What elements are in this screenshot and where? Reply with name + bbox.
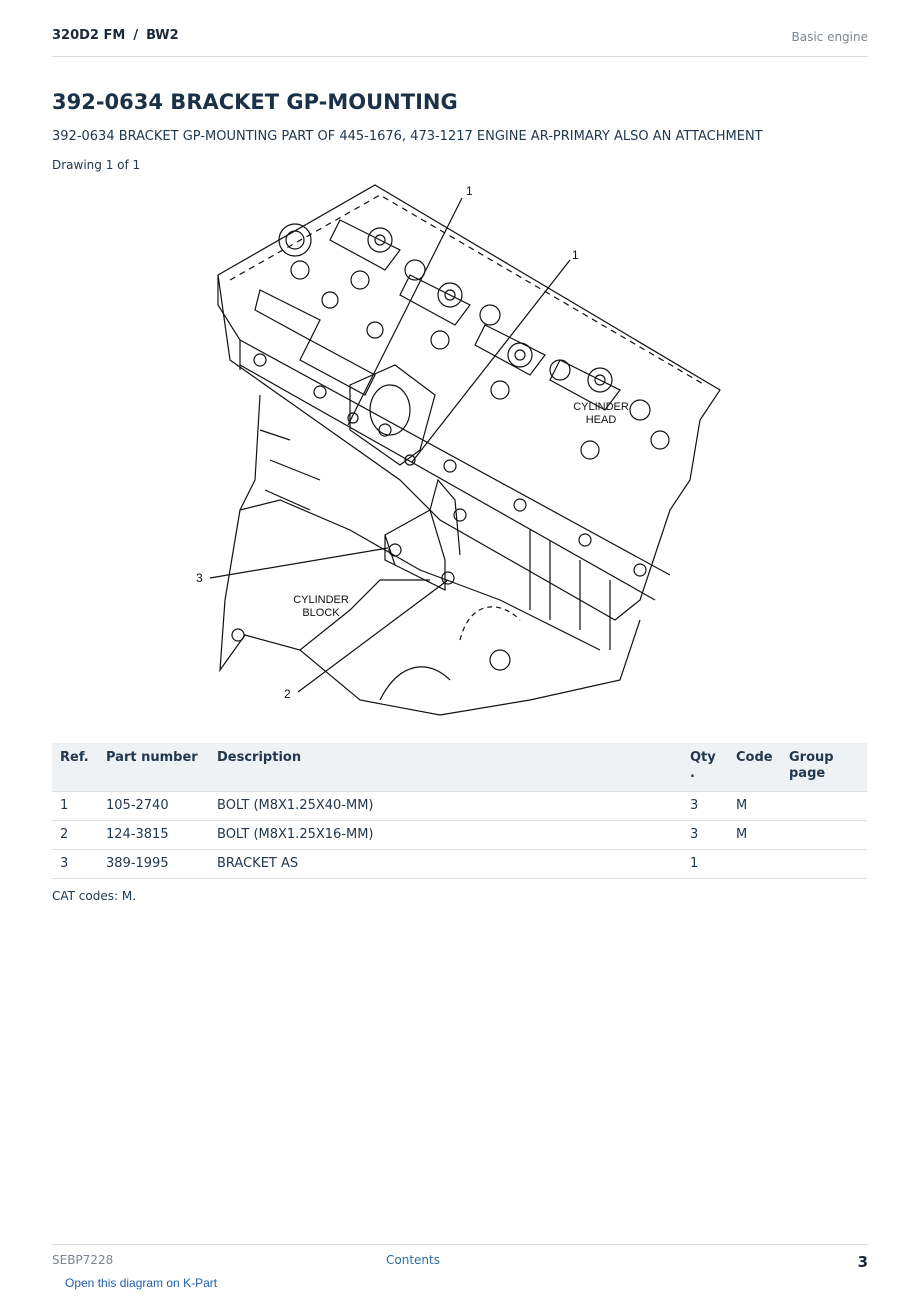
table-header-row <box>52 743 867 792</box>
column-header-group-page-line2: page <box>789 766 826 781</box>
callout-3[interactable]: 3 <box>196 571 203 585</box>
table-row <box>52 821 867 850</box>
breadcrumb-model[interactable]: 320D2 FM <box>52 28 126 43</box>
cell-ref: 3 <box>52 850 98 879</box>
cat-codes-note: CAT codes: M. <box>52 889 137 903</box>
page-number: 3 <box>857 1253 868 1271</box>
engine-drawing <box>218 185 720 715</box>
cell-ref: 1 <box>52 792 98 821</box>
cylinder-head-label-line2: HEAD <box>585 414 617 426</box>
cell-qty: 3 <box>682 792 728 821</box>
page-header <box>52 28 868 57</box>
cell-group-page <box>781 850 867 879</box>
callout-1b[interactable]: 1 <box>572 248 579 262</box>
page-footer <box>52 1244 868 1275</box>
document-id: SEBP7228 <box>52 1253 114 1267</box>
cell-code: M <box>728 792 781 821</box>
table-row <box>52 792 867 821</box>
column-header-description: Description <box>209 743 682 792</box>
cell-ref: 2 <box>52 821 98 850</box>
cell-qty: 3 <box>682 821 728 850</box>
open-kpart-link[interactable]: Open this diagram on K-Part <box>65 1276 218 1290</box>
cell-code <box>728 850 781 879</box>
column-header-qty <box>682 743 728 792</box>
cylinder-block-label-line1: CYLINDER <box>293 594 349 606</box>
page-subtitle: 392-0634 BRACKET GP-MOUNTING PART OF 445-1676, 473-1217 ENGINE AR-PRIMARY ALSO AN ATTACHMENT <box>52 129 763 144</box>
column-header-part-number: Part number <box>98 743 209 792</box>
column-header-qty-line2: . <box>690 766 695 781</box>
cylinder-block-label-line2: BLOCK <box>302 607 340 619</box>
cell-description: BOLT (M8X1.25X40-MM) <box>209 792 682 821</box>
column-header-qty-line1: Qty <box>690 750 716 765</box>
callout-1a[interactable]: 1 <box>466 184 473 198</box>
parts-table <box>52 743 867 879</box>
cell-part-number[interactable]: 389-1995 <box>98 850 209 879</box>
cell-part-number[interactable]: 105-2740 <box>98 792 209 821</box>
cell-description: BRACKET AS <box>209 850 682 879</box>
column-header-group-page-line1: Group <box>789 750 834 765</box>
cell-description: BOLT (M8X1.25X16-MM) <box>209 821 682 850</box>
cylinder-head-label-line1: CYLINDER <box>573 401 629 413</box>
column-header-code: Code <box>728 743 781 792</box>
cell-group-page <box>781 792 867 821</box>
cell-part-number[interactable]: 124-3815 <box>98 821 209 850</box>
parts-diagram[interactable] <box>196 180 740 725</box>
callout-2[interactable]: 2 <box>284 687 291 701</box>
table-row <box>52 850 867 879</box>
contents-link[interactable]: Contents <box>386 1253 440 1267</box>
breadcrumb-arrangement[interactable]: BW2 <box>146 28 179 43</box>
cell-code: M <box>728 821 781 850</box>
callout-leaders <box>210 198 570 692</box>
drawing-label: Drawing 1 of 1 <box>52 158 141 172</box>
page-title: 392-0634 BRACKET GP-MOUNTING <box>52 90 458 114</box>
breadcrumb <box>52 28 179 43</box>
cell-group-page <box>781 821 867 850</box>
breadcrumb-separator: / <box>133 28 139 43</box>
column-header-group-page <box>781 743 867 792</box>
section-name: Basic engine <box>791 30 868 44</box>
column-header-ref: Ref. <box>52 743 98 792</box>
cell-qty: 1 <box>682 850 728 879</box>
